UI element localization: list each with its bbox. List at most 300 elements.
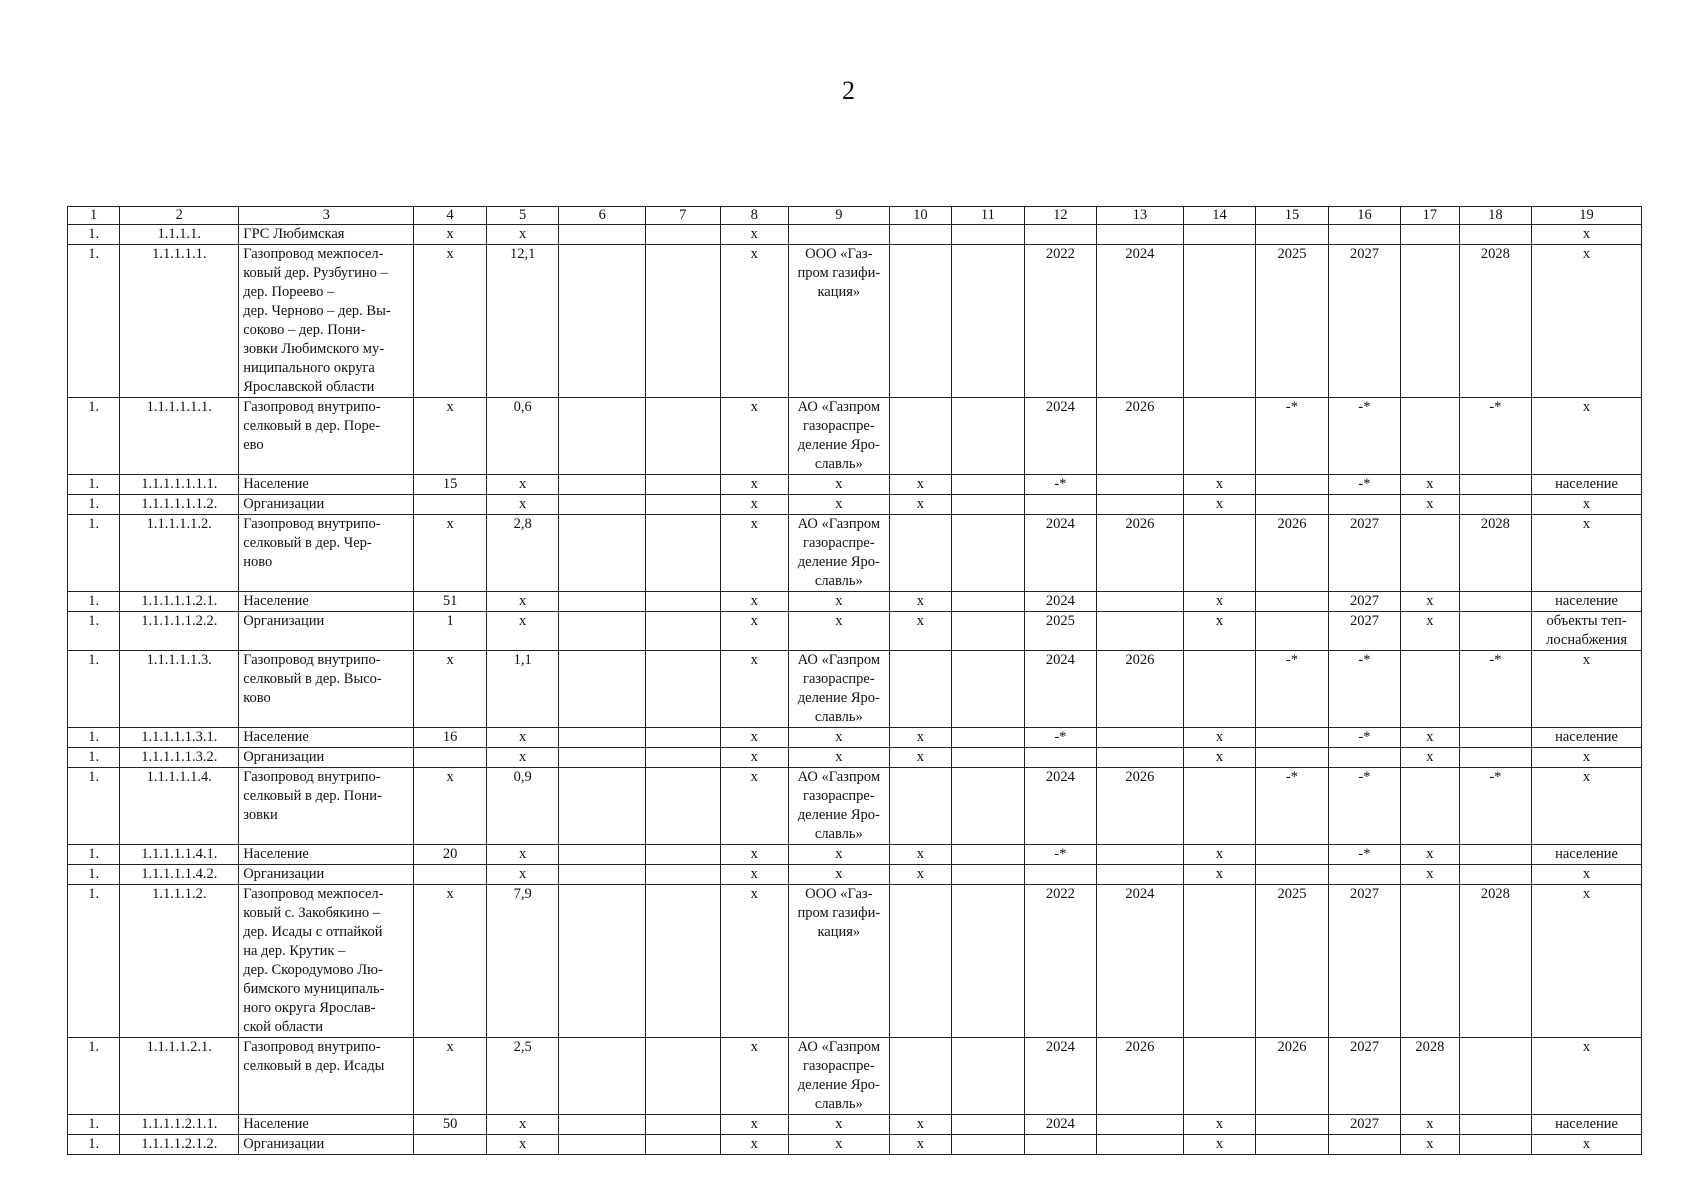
cell-col-16: -*	[1328, 845, 1401, 865]
header-col-9: 9	[788, 207, 889, 225]
cell-col-2: 1.1.1.1.	[120, 225, 239, 245]
cell-col-2: 1.1.1.1.1.4.1.	[120, 845, 239, 865]
cell-col-19: население	[1532, 475, 1642, 495]
cell-col-19: население	[1532, 728, 1642, 748]
cell-col-19: х	[1532, 885, 1642, 1038]
table-row	[68, 398, 1642, 475]
cell-col-3: Организации	[239, 1135, 414, 1155]
cell-col-14: х	[1183, 612, 1256, 651]
page-number: 2	[842, 76, 855, 105]
cell-col-9: х	[788, 495, 889, 515]
cell-col-4: 16	[414, 728, 487, 748]
cell-col-2: 1.1.1.1.1.1.2.	[120, 495, 239, 515]
cell-col-12: 2022	[1024, 245, 1097, 398]
cell-col-13	[1097, 728, 1184, 748]
cell-col-9: ООО «Газ- пром газифи- кация»	[788, 885, 889, 1038]
cell-col-17: х	[1401, 612, 1459, 651]
cell-col-3: Организации	[239, 748, 414, 768]
cell-col-10: х	[889, 495, 951, 515]
cell-col-4	[414, 748, 487, 768]
cell-col-5: 1,1	[486, 651, 559, 728]
cell-col-14: х	[1183, 475, 1256, 495]
cell-col-13: 2026	[1097, 1038, 1184, 1115]
cell-col-1: 1.	[68, 845, 120, 865]
cell-col-13: 2026	[1097, 651, 1184, 728]
cell-col-4: х	[414, 651, 487, 728]
cell-col-18	[1459, 728, 1532, 748]
cell-col-15	[1256, 612, 1329, 651]
header-col-7: 7	[646, 207, 721, 225]
cell-col-19: х	[1532, 495, 1642, 515]
cell-col-19: население	[1532, 845, 1642, 865]
cell-col-7	[646, 398, 721, 475]
cell-col-2: 1.1.1.1.1.3.2.	[120, 748, 239, 768]
cell-col-15	[1256, 475, 1329, 495]
cell-col-7	[646, 225, 721, 245]
cell-col-12	[1024, 495, 1097, 515]
cell-col-12: 2024	[1024, 592, 1097, 612]
cell-col-16	[1328, 1135, 1401, 1155]
cell-col-15: -*	[1256, 768, 1329, 845]
cell-col-12: -*	[1024, 728, 1097, 748]
cell-col-19: х	[1532, 515, 1642, 592]
cell-col-9: х	[788, 728, 889, 748]
cell-col-12: -*	[1024, 475, 1097, 495]
cell-col-7	[646, 515, 721, 592]
cell-col-11	[952, 728, 1025, 748]
header-col-10: 10	[889, 207, 951, 225]
cell-col-11	[952, 225, 1025, 245]
cell-col-18: -*	[1459, 651, 1532, 728]
cell-col-8: х	[720, 728, 788, 748]
cell-col-10	[889, 885, 951, 1038]
cell-col-5: 0,9	[486, 768, 559, 845]
cell-col-9	[788, 225, 889, 245]
cell-col-3: Газопровод межпосел- ковый дер. Рузбугино – дер. Пореево – дер. Черново – дер. Вы- соково – дер. Пони- зовки Любимского му- ниципального округа Ярославской области	[239, 245, 414, 398]
header-row	[68, 207, 1642, 225]
cell-col-12: 2024	[1024, 1115, 1097, 1135]
cell-col-17	[1401, 245, 1459, 398]
cell-col-7	[646, 1115, 721, 1135]
cell-col-15	[1256, 1115, 1329, 1135]
cell-col-11	[952, 515, 1025, 592]
cell-col-3: Газопровод внутрипо- селковый в дер. Пони- зовки	[239, 768, 414, 845]
cell-col-1: 1.	[68, 398, 120, 475]
table-header	[68, 207, 1642, 225]
cell-col-11	[952, 845, 1025, 865]
cell-col-19: х	[1532, 768, 1642, 845]
table-row	[68, 1038, 1642, 1115]
cell-col-8: х	[720, 768, 788, 845]
cell-col-7	[646, 612, 721, 651]
cell-col-18	[1459, 748, 1532, 768]
cell-col-4: 20	[414, 845, 487, 865]
cell-col-15	[1256, 748, 1329, 768]
header-col-18: 18	[1459, 207, 1532, 225]
cell-col-12	[1024, 1135, 1097, 1155]
cell-col-1: 1.	[68, 612, 120, 651]
cell-col-14	[1183, 245, 1256, 398]
cell-col-17	[1401, 651, 1459, 728]
cell-col-16: -*	[1328, 768, 1401, 845]
cell-col-6	[559, 592, 646, 612]
investment-table	[67, 206, 1642, 1155]
cell-col-3: Организации	[239, 865, 414, 885]
cell-col-18: -*	[1459, 768, 1532, 845]
cell-col-14	[1183, 515, 1256, 592]
table-body	[68, 225, 1642, 1155]
cell-col-10	[889, 225, 951, 245]
header-col-12: 12	[1024, 207, 1097, 225]
table-row	[68, 1135, 1642, 1155]
cell-col-9: х	[788, 845, 889, 865]
cell-col-18	[1459, 225, 1532, 245]
cell-col-6	[559, 748, 646, 768]
cell-col-5: 0,6	[486, 398, 559, 475]
cell-col-5: х	[486, 748, 559, 768]
cell-col-6	[559, 728, 646, 748]
cell-col-11	[952, 748, 1025, 768]
cell-col-5: х	[486, 728, 559, 748]
cell-col-1: 1.	[68, 651, 120, 728]
cell-col-7	[646, 651, 721, 728]
cell-col-7	[646, 728, 721, 748]
cell-col-1: 1.	[68, 225, 120, 245]
cell-col-14	[1183, 1038, 1256, 1115]
cell-col-9: х	[788, 1135, 889, 1155]
cell-col-15	[1256, 1135, 1329, 1155]
cell-col-6	[559, 1135, 646, 1155]
cell-col-6	[559, 225, 646, 245]
cell-col-14: х	[1183, 728, 1256, 748]
cell-col-16: 2027	[1328, 245, 1401, 398]
cell-col-7	[646, 768, 721, 845]
cell-col-10: х	[889, 592, 951, 612]
cell-col-10	[889, 1038, 951, 1115]
cell-col-15: 2025	[1256, 245, 1329, 398]
cell-col-17	[1401, 885, 1459, 1038]
cell-col-17: х	[1401, 475, 1459, 495]
cell-col-14: х	[1183, 495, 1256, 515]
cell-col-12: 2024	[1024, 768, 1097, 845]
cell-col-13	[1097, 475, 1184, 495]
cell-col-19: х	[1532, 245, 1642, 398]
header-col-15: 15	[1256, 207, 1329, 225]
cell-col-6	[559, 651, 646, 728]
cell-col-6	[559, 885, 646, 1038]
cell-col-18	[1459, 1038, 1532, 1115]
table-row	[68, 845, 1642, 865]
table-row	[68, 865, 1642, 885]
cell-col-18	[1459, 865, 1532, 885]
cell-col-12	[1024, 748, 1097, 768]
table-row	[68, 885, 1642, 1038]
cell-col-7	[646, 885, 721, 1038]
cell-col-8: х	[720, 225, 788, 245]
cell-col-2: 1.1.1.1.1.2.	[120, 515, 239, 592]
cell-col-11	[952, 1115, 1025, 1135]
cell-col-15	[1256, 592, 1329, 612]
cell-col-2: 1.1.1.1.1.4.	[120, 768, 239, 845]
cell-col-15	[1256, 495, 1329, 515]
cell-col-19: население	[1532, 1115, 1642, 1135]
table-row	[68, 515, 1642, 592]
cell-col-14	[1183, 768, 1256, 845]
cell-col-13	[1097, 225, 1184, 245]
cell-col-6	[559, 515, 646, 592]
cell-col-7	[646, 845, 721, 865]
cell-col-9: х	[788, 612, 889, 651]
cell-col-1: 1.	[68, 592, 120, 612]
cell-col-5: х	[486, 495, 559, 515]
cell-col-8: х	[720, 865, 788, 885]
cell-col-13: 2026	[1097, 768, 1184, 845]
cell-col-16: 2027	[1328, 592, 1401, 612]
table-row	[68, 592, 1642, 612]
cell-col-10: х	[889, 845, 951, 865]
cell-col-11	[952, 1135, 1025, 1155]
table-row	[68, 748, 1642, 768]
cell-col-5: х	[486, 225, 559, 245]
cell-col-18	[1459, 1135, 1532, 1155]
cell-col-4: х	[414, 515, 487, 592]
cell-col-9: х	[788, 592, 889, 612]
cell-col-3: Газопровод межпосел- ковый с. Закобякино – дер. Исады с отпайкой на дер. Крутик – дер. Скородумово Лю- бимского муниципаль- ного округа Ярослав- ской области	[239, 885, 414, 1038]
cell-col-1: 1.	[68, 728, 120, 748]
cell-col-11	[952, 1038, 1025, 1115]
cell-col-15	[1256, 225, 1329, 245]
cell-col-17: х	[1401, 495, 1459, 515]
cell-col-2: 1.1.1.1.1.2.1.	[120, 592, 239, 612]
header-col-8: 8	[720, 207, 788, 225]
cell-col-19: х	[1532, 225, 1642, 245]
cell-col-4	[414, 865, 487, 885]
cell-col-5: х	[486, 1135, 559, 1155]
cell-col-12	[1024, 225, 1097, 245]
cell-col-5: х	[486, 612, 559, 651]
cell-col-18: 2028	[1459, 885, 1532, 1038]
cell-col-11	[952, 651, 1025, 728]
cell-col-2: 1.1.1.1.1.3.1.	[120, 728, 239, 748]
cell-col-14: х	[1183, 592, 1256, 612]
cell-col-9: АО «Газпром газораспре- деление Яро- славль»	[788, 515, 889, 592]
cell-col-17: х	[1401, 748, 1459, 768]
cell-col-4	[414, 1135, 487, 1155]
cell-col-2: 1.1.1.1.1.4.2.	[120, 865, 239, 885]
cell-col-17: х	[1401, 845, 1459, 865]
cell-col-9: х	[788, 1115, 889, 1135]
cell-col-16: 2027	[1328, 515, 1401, 592]
cell-col-17	[1401, 768, 1459, 845]
cell-col-1: 1.	[68, 1038, 120, 1115]
cell-col-4: х	[414, 245, 487, 398]
cell-col-11	[952, 398, 1025, 475]
cell-col-17: х	[1401, 1115, 1459, 1135]
table-row	[68, 768, 1642, 845]
cell-col-6	[559, 475, 646, 495]
cell-col-13	[1097, 748, 1184, 768]
cell-col-19: население	[1532, 592, 1642, 612]
cell-col-1: 1.	[68, 495, 120, 515]
cell-col-15	[1256, 865, 1329, 885]
cell-col-12: 2024	[1024, 398, 1097, 475]
table-row	[68, 245, 1642, 398]
cell-col-1: 1.	[68, 1115, 120, 1135]
cell-col-14: х	[1183, 1115, 1256, 1135]
cell-col-8: х	[720, 398, 788, 475]
cell-col-15: 2026	[1256, 515, 1329, 592]
cell-col-6	[559, 612, 646, 651]
cell-col-4: х	[414, 768, 487, 845]
cell-col-10	[889, 515, 951, 592]
cell-col-16: 2027	[1328, 612, 1401, 651]
cell-col-12: -*	[1024, 845, 1097, 865]
cell-col-15: 2026	[1256, 1038, 1329, 1115]
cell-col-19: х	[1532, 748, 1642, 768]
cell-col-8: х	[720, 1135, 788, 1155]
cell-col-3: Газопровод внутрипо- селковый в дер. Поре- ево	[239, 398, 414, 475]
cell-col-6	[559, 245, 646, 398]
cell-col-6	[559, 1115, 646, 1135]
cell-col-3: Население	[239, 728, 414, 748]
cell-col-13	[1097, 845, 1184, 865]
cell-col-3: Организации	[239, 495, 414, 515]
cell-col-15: -*	[1256, 398, 1329, 475]
cell-col-3: Газопровод внутрипо- селковый в дер. Чер- ново	[239, 515, 414, 592]
cell-col-3: Население	[239, 1115, 414, 1135]
cell-col-1: 1.	[68, 885, 120, 1038]
table-row	[68, 475, 1642, 495]
cell-col-15: 2025	[1256, 885, 1329, 1038]
cell-col-13	[1097, 1115, 1184, 1135]
cell-col-7	[646, 865, 721, 885]
cell-col-11	[952, 245, 1025, 398]
cell-col-5: х	[486, 1115, 559, 1135]
cell-col-5: х	[486, 845, 559, 865]
cell-col-6	[559, 1038, 646, 1115]
cell-col-2: 1.1.1.1.1.2.2.	[120, 612, 239, 651]
cell-col-9: АО «Газпром газораспре- деление Яро- славль»	[788, 398, 889, 475]
cell-col-17: х	[1401, 865, 1459, 885]
cell-col-16: 2027	[1328, 1115, 1401, 1135]
cell-col-8: х	[720, 1115, 788, 1135]
cell-col-10: х	[889, 728, 951, 748]
cell-col-15	[1256, 845, 1329, 865]
cell-col-13: 2026	[1097, 515, 1184, 592]
table-row	[68, 495, 1642, 515]
cell-col-18	[1459, 475, 1532, 495]
cell-col-10: х	[889, 748, 951, 768]
header-col-17: 17	[1401, 207, 1459, 225]
cell-col-13	[1097, 495, 1184, 515]
cell-col-1: 1.	[68, 1135, 120, 1155]
cell-col-13: 2024	[1097, 245, 1184, 398]
cell-col-9: ООО «Газ- пром газифи- кация»	[788, 245, 889, 398]
cell-col-14: х	[1183, 865, 1256, 885]
cell-col-13	[1097, 1135, 1184, 1155]
cell-col-3: ГРС Любимская	[239, 225, 414, 245]
cell-col-10	[889, 245, 951, 398]
cell-col-2: 1.1.1.1.2.1.1.	[120, 1115, 239, 1135]
cell-col-18	[1459, 495, 1532, 515]
cell-col-11	[952, 475, 1025, 495]
table-row	[68, 612, 1642, 651]
cell-col-5: 7,9	[486, 885, 559, 1038]
cell-col-7	[646, 475, 721, 495]
cell-col-9: х	[788, 865, 889, 885]
cell-col-15: -*	[1256, 651, 1329, 728]
cell-col-11	[952, 592, 1025, 612]
cell-col-5: х	[486, 592, 559, 612]
cell-col-18: -*	[1459, 398, 1532, 475]
cell-col-4: 51	[414, 592, 487, 612]
cell-col-17	[1401, 398, 1459, 475]
cell-col-14	[1183, 398, 1256, 475]
cell-col-16: 2027	[1328, 1038, 1401, 1115]
cell-col-12: 2024	[1024, 515, 1097, 592]
cell-col-4	[414, 495, 487, 515]
cell-col-18: 2028	[1459, 245, 1532, 398]
cell-col-1: 1.	[68, 475, 120, 495]
cell-col-11	[952, 768, 1025, 845]
cell-col-8: х	[720, 1038, 788, 1115]
cell-col-2: 1.1.1.1.1.1.1.	[120, 475, 239, 495]
table-row	[68, 728, 1642, 748]
cell-col-8: х	[720, 592, 788, 612]
cell-col-13: 2026	[1097, 398, 1184, 475]
header-col-19: 19	[1532, 207, 1642, 225]
cell-col-4: 1	[414, 612, 487, 651]
cell-col-7	[646, 1038, 721, 1115]
cell-col-11	[952, 865, 1025, 885]
cell-col-4: х	[414, 1038, 487, 1115]
cell-col-17: х	[1401, 1135, 1459, 1155]
cell-col-9: х	[788, 475, 889, 495]
cell-col-1: 1.	[68, 748, 120, 768]
cell-col-17: х	[1401, 728, 1459, 748]
cell-col-8: х	[720, 475, 788, 495]
cell-col-18: 2028	[1459, 515, 1532, 592]
header-col-2: 2	[120, 207, 239, 225]
cell-col-10	[889, 768, 951, 845]
cell-col-6	[559, 768, 646, 845]
cell-col-14	[1183, 225, 1256, 245]
cell-col-18	[1459, 1115, 1532, 1135]
cell-col-3: Население	[239, 845, 414, 865]
cell-col-2: 1.1.1.1.1.1.	[120, 398, 239, 475]
table-row	[68, 651, 1642, 728]
cell-col-16: -*	[1328, 398, 1401, 475]
cell-col-7	[646, 495, 721, 515]
cell-col-16: -*	[1328, 475, 1401, 495]
cell-col-5: х	[486, 475, 559, 495]
cell-col-13	[1097, 865, 1184, 885]
cell-col-11	[952, 885, 1025, 1038]
cell-col-1: 1.	[68, 245, 120, 398]
cell-col-2: 1.1.1.1.1.3.	[120, 651, 239, 728]
cell-col-3: Газопровод внутрипо- селковый в дер. Исады	[239, 1038, 414, 1115]
cell-col-14: х	[1183, 748, 1256, 768]
cell-col-2: 1.1.1.1.2.1.	[120, 1038, 239, 1115]
cell-col-3: Газопровод внутрипо- селковый в дер. Высо- ково	[239, 651, 414, 728]
cell-col-14: х	[1183, 1135, 1256, 1155]
cell-col-6	[559, 845, 646, 865]
cell-col-18	[1459, 612, 1532, 651]
cell-col-6	[559, 495, 646, 515]
cell-col-16	[1328, 748, 1401, 768]
table-row	[68, 1115, 1642, 1135]
cell-col-5: 2,5	[486, 1038, 559, 1115]
